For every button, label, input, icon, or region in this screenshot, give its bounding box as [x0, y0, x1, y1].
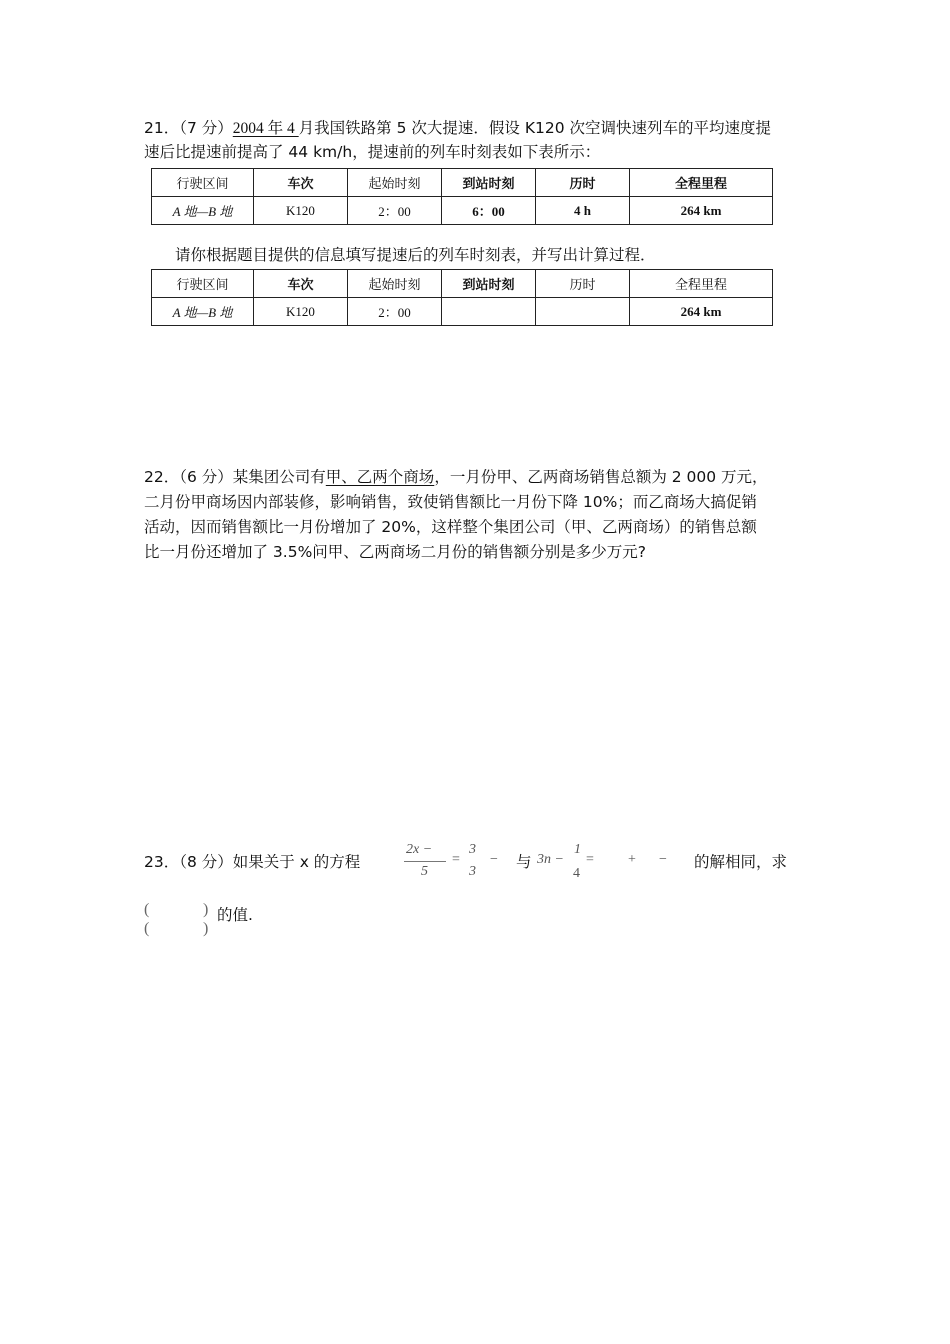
header-cell: 全程里程 — [630, 169, 773, 197]
header-cell: 车次 — [254, 270, 348, 298]
table-cell: A 地—B 地 — [152, 298, 254, 326]
blank-cell-duration[interactable] — [536, 298, 630, 326]
question-23-tail: 的解相同，求 — [694, 853, 788, 871]
right-paren-icon: ) — [203, 901, 209, 918]
question-21-date: 2004 年 4 — [232, 120, 299, 137]
table-cell: A 地—B 地 — [152, 197, 254, 225]
fraction-3-numerator: 1 — [574, 842, 581, 857]
header-cell: 到站时刻 — [442, 169, 536, 197]
question-22-line-2: 二月份甲商场因内部装修，影响销售，致使销售额比一月份下降 10%；而乙商场大搞促销 — [144, 493, 757, 511]
header-cell: 起始时刻 — [348, 169, 442, 197]
fraction-3-denominator: 4 — [573, 866, 580, 881]
left-paren-icon: ( — [144, 920, 150, 937]
table-header-row — [152, 270, 773, 298]
header-cell: 行驶区间 — [152, 169, 254, 197]
question-22-points: （6 分） — [179, 468, 233, 486]
fraction-1-denominator: 5 — [421, 864, 428, 879]
equals-sign: = — [452, 852, 460, 867]
question-23-points: （8 分） — [179, 853, 233, 871]
question-23-line-1 — [144, 851, 404, 875]
table-cell: 6：00 — [442, 197, 536, 225]
fraction-1-numerator: 2x − — [406, 842, 433, 857]
question-22-line-3: 活动，因而销售额比一月份增加了 20%，这样整个集团公司（甲、乙两商场）的销售总额 — [144, 518, 757, 536]
blank-cell-arrival[interactable] — [442, 298, 536, 326]
header-cell: 到站时刻 — [442, 270, 536, 298]
question-21-line-1 — [144, 117, 808, 141]
minus-sign: − — [490, 852, 498, 867]
right-paren-icon: ) — [203, 920, 209, 937]
table-cell: K120 — [254, 298, 348, 326]
header-cell: 全程里程 — [630, 270, 773, 298]
table-cell: 2：00 — [348, 298, 442, 326]
header-cell: 历时 — [536, 270, 630, 298]
question-22-text: ，一月份甲、乙两商场销售总额为 2 000 万元， — [434, 468, 768, 486]
question-22-underlined: 甲、乙两个商场 — [325, 468, 435, 486]
table-cell: 4 h — [536, 197, 630, 225]
plus-sign: + — [628, 852, 636, 867]
question-21-text-1: 月我国铁路第 5 次大提速．假设 K120 次空调快速列车的平均速度提 — [298, 119, 771, 137]
header-cell: 行驶区间 — [152, 270, 254, 298]
fraction-bar — [404, 861, 446, 862]
question-23-connector: 与 — [516, 853, 532, 871]
expression-term: 3n − — [537, 852, 564, 867]
fraction-2-denominator: 3 — [469, 864, 476, 879]
fraction-2-numerator: 3 — [469, 842, 476, 857]
table-cell: 2：00 — [348, 197, 442, 225]
question-21-line-2: 速后比提速前提高了 44 km/h，提速前的列车时刻表如下表所示： — [144, 143, 601, 161]
question-23-line-2: 的值. — [217, 906, 253, 924]
timetable-after — [151, 269, 773, 326]
table-cell: 264 km — [630, 298, 773, 326]
left-paren-icon: ( — [144, 901, 150, 918]
equals-sign: = — [586, 852, 594, 867]
timetable-before — [151, 168, 773, 225]
question-22-number: 22． — [144, 468, 180, 486]
question-23-text: 如果关于 x 的方程 — [232, 853, 361, 871]
question-21-points: （7 分） — [179, 119, 233, 137]
table-cell: 264 km — [630, 197, 773, 225]
table-row — [152, 197, 773, 225]
question-22-line-1 — [144, 466, 808, 490]
table-header-row — [152, 169, 773, 197]
question-22-line-4: 比一月份还增加了 3.5%问甲、乙两商场二月份的销售额分别是多少万元? — [144, 543, 647, 561]
minus-sign: − — [659, 852, 667, 867]
question-21-number: 21． — [144, 119, 180, 137]
question-21-instruction: 请你根据题目提供的信息填写提速后的列车时刻表，并写出计算过程． — [175, 246, 656, 264]
header-cell: 车次 — [254, 169, 348, 197]
question-23-number: 23． — [144, 853, 180, 871]
header-cell: 起始时刻 — [348, 270, 442, 298]
table-cell: K120 — [254, 197, 348, 225]
header-cell: 历时 — [536, 169, 630, 197]
table-row — [152, 298, 773, 326]
question-22-text: 某集团公司有 — [232, 468, 326, 486]
